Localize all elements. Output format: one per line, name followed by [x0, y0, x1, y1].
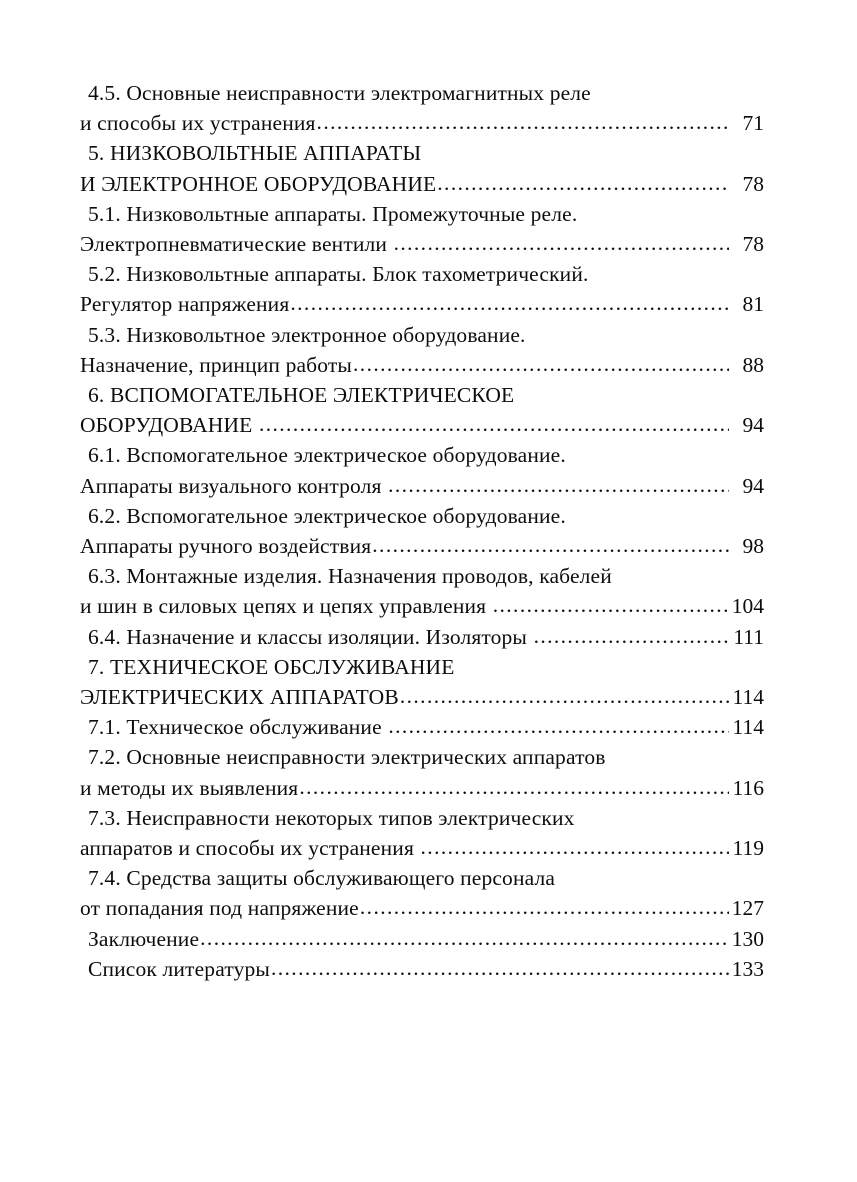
toc-entry-last-line: [80, 410, 764, 440]
toc-dot-leader: [421, 832, 729, 862]
toc-dot-leader: [400, 681, 729, 711]
toc-entry-line: [80, 259, 764, 289]
toc-page-number: 114: [732, 715, 764, 740]
toc-dot-leader: [372, 530, 729, 560]
toc-entry-title: и методы их выявления: [80, 775, 299, 800]
toc-entry-last-line: [80, 712, 764, 742]
toc-dot-leader: [317, 107, 729, 137]
toc-entry[interactable]: [80, 712, 764, 742]
toc-entry[interactable]: [80, 652, 764, 712]
toc-entry-line: [80, 803, 764, 833]
toc-entry-title: и шин в силовых цепях и цепях управления: [80, 594, 492, 619]
toc-page-number: 127: [731, 896, 764, 921]
toc-entry[interactable]: [80, 863, 764, 923]
toc-dot-leader: [534, 621, 729, 651]
toc-entry-last-line: [80, 924, 764, 954]
toc-entry-title: 6.3. Монтажные изделия. Назначения проводов, кабелей: [88, 564, 612, 589]
toc-page-number: 78: [742, 171, 764, 196]
toc-entry-title: Аппараты визуального контроля: [80, 473, 388, 498]
toc-entry-title: ОБОРУДОВАНИЕ: [80, 413, 258, 438]
toc-entry-title: И ЭЛЕКТРОННОЕ ОБОРУДОВАНИЕ: [80, 171, 437, 196]
toc-entry-title: 6. ВСПОМОГАТЕЛЬНОЕ ЭЛЕКТРИЧЕСКОЕ: [88, 383, 515, 408]
toc-entry-title: 7. ТЕХНИЧЕСКОЕ ОБСЛУЖИВАНИЕ: [88, 654, 455, 679]
toc-entry-title: 6.2. Вспомогательное электрическое оборудование.: [88, 503, 566, 528]
toc-entry-line: [80, 380, 764, 410]
toc-dot-leader: [200, 923, 729, 953]
toc-page-number: 98: [742, 534, 764, 559]
toc-entry-line: [80, 78, 764, 108]
toc-page-number: 78: [742, 232, 764, 257]
toc-entry-last-line: [80, 591, 764, 621]
toc-entry[interactable]: [80, 78, 764, 138]
toc-entry-line: [80, 320, 764, 350]
table-of-contents: [80, 78, 764, 984]
toc-page-number: 104: [731, 594, 764, 619]
toc-entry-title: 6.4. Назначение и классы изоляции. Изоляторы: [88, 624, 533, 649]
toc-entry-last-line: [80, 773, 764, 803]
toc-page-number: 119: [732, 836, 764, 861]
toc-entry[interactable]: [80, 924, 764, 954]
toc-entry[interactable]: [80, 501, 764, 561]
toc-page-number: 71: [742, 111, 764, 136]
toc-entry-title: Электропневматические вентили: [80, 232, 393, 257]
toc-entry-last-line: [80, 169, 764, 199]
toc-entry-last-line: [80, 350, 764, 380]
toc-entry[interactable]: [80, 742, 764, 802]
toc-entry[interactable]: [80, 259, 764, 319]
toc-entry-last-line: [80, 682, 764, 712]
toc-entry-last-line: [80, 289, 764, 319]
toc-entry[interactable]: [80, 440, 764, 500]
toc-entry-line: [80, 138, 764, 168]
toc-page-number: 133: [731, 956, 764, 981]
toc-entry-title: 7.1. Техническое обслуживание: [88, 715, 388, 740]
toc-entry-last-line: [80, 622, 764, 652]
toc-entry-last-line: [80, 893, 764, 923]
toc-entry-title: Заключение: [88, 926, 200, 951]
toc-entry-last-line: [80, 954, 764, 984]
toc-dot-leader: [271, 953, 729, 983]
toc-entry-line: [80, 863, 764, 893]
toc-entry-last-line: [80, 229, 764, 259]
toc-entry-title: Назначение, принцип работы: [80, 352, 353, 377]
toc-entry-last-line: [80, 833, 764, 863]
toc-page-number: 116: [732, 775, 764, 800]
toc-entry-title: 7.2. Основные неисправности электрических аппаратов: [88, 745, 606, 770]
toc-dot-leader: [353, 349, 729, 379]
toc-entry-title: 5. НИЗКОВОЛЬТНЫЕ АППАРАТЫ: [88, 141, 422, 166]
toc-page-number: 88: [742, 352, 764, 377]
toc-entry-title: Аппараты ручного воздействия: [80, 534, 372, 559]
toc-entry-title: 4.5. Основные неисправности электромагнитных реле: [88, 81, 591, 105]
toc-entry-title: 5.2. Низковольтные аппараты. Блок тахометрический.: [88, 262, 589, 287]
toc-entry[interactable]: [80, 138, 764, 198]
toc-entry-last-line: [80, 531, 764, 561]
toc-entry-line: [80, 742, 764, 772]
toc-dot-leader: [388, 711, 729, 741]
toc-entry[interactable]: [80, 622, 764, 652]
toc-page-number: 81: [742, 292, 764, 317]
toc-entry[interactable]: [80, 803, 764, 863]
toc-dot-leader: [388, 470, 729, 500]
toc-entry-title: аппаратов и способы их устранения: [80, 836, 420, 861]
toc-entry-title: 5.3. Низковольтное электронное оборудование.: [88, 322, 526, 347]
toc-entry-title: Регулятор напряжения: [80, 292, 290, 317]
toc-entry[interactable]: [80, 199, 764, 259]
toc-entry[interactable]: [80, 320, 764, 380]
toc-entry[interactable]: [80, 380, 764, 440]
toc-dot-leader: [493, 590, 729, 620]
toc-entry-title: 5.1. Низковольтные аппараты. Промежуточные реле.: [88, 201, 578, 226]
toc-entry-title: ЭЛЕКТРИЧЕСКИХ АППАРАТОВ: [80, 685, 399, 710]
toc-entry-title: 6.1. Вспомогательное электрическое оборудование.: [88, 443, 566, 468]
toc-entry[interactable]: [80, 561, 764, 621]
toc-entry-last-line: [80, 108, 764, 138]
toc-dot-leader: [394, 228, 729, 258]
toc-page-number: 111: [733, 624, 764, 649]
toc-entry-line: [80, 440, 764, 470]
toc-entry-line: [80, 652, 764, 682]
toc-page-number: 114: [732, 685, 764, 710]
toc-entry-last-line: [80, 471, 764, 501]
toc-dot-leader: [259, 409, 729, 439]
toc-dot-leader: [290, 288, 729, 318]
toc-dot-leader: [437, 168, 729, 198]
toc-page-number: 130: [731, 926, 764, 951]
toc-entry[interactable]: [80, 954, 764, 984]
toc-dot-leader: [360, 892, 729, 922]
toc-page-number: 94: [742, 473, 764, 498]
toc-entry-title: и способы их устранения: [80, 111, 316, 136]
toc-entry-line: [80, 561, 764, 591]
toc-page-number: 94: [742, 413, 764, 438]
toc-dot-leader: [299, 772, 729, 802]
toc-entry-title: Список литературы: [88, 956, 270, 981]
toc-entry-title: 7.3. Неисправности некоторых типов электрических: [88, 805, 575, 830]
toc-entry-title: 7.4. Средства защиты обслуживающего персонала: [88, 866, 556, 891]
toc-entry-title: от попадания под напряжение: [80, 896, 359, 921]
toc-entry-line: [80, 501, 764, 531]
toc-entry-line: [80, 199, 764, 229]
